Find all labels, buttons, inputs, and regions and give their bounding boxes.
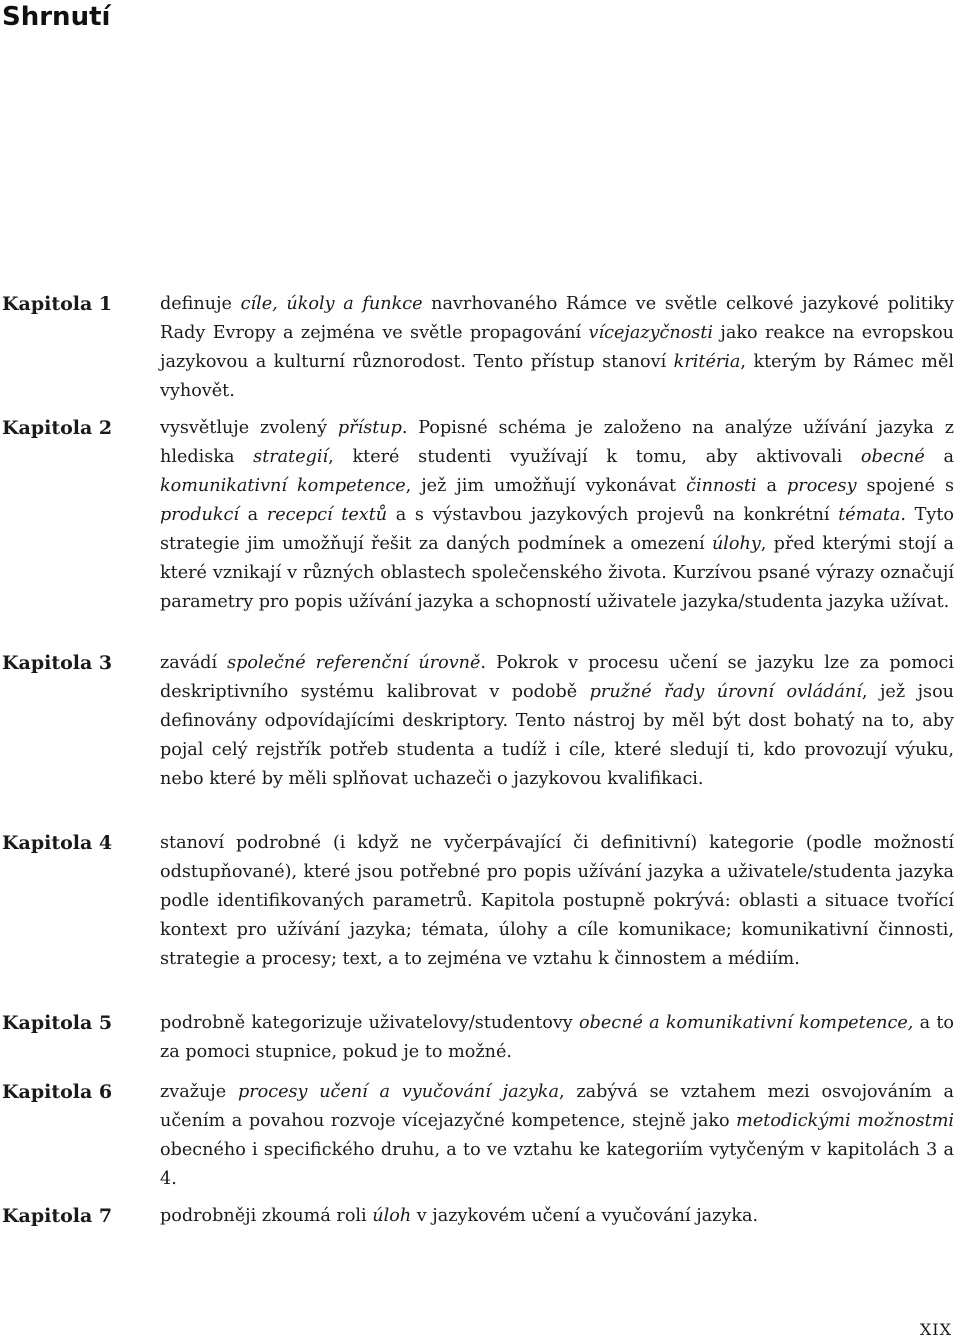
italic-term: obecné <box>860 447 925 467</box>
chapter-label: Kapitola 6 <box>2 1081 113 1103</box>
chapter-label: Kapitola 2 <box>2 417 113 439</box>
italic-term: komunikativní kompetence <box>160 476 406 496</box>
italic-term: přístup <box>337 418 402 438</box>
text-run: podrobněji zkoumá roli <box>160 1206 373 1226</box>
italic-term: kritéria <box>673 352 741 372</box>
text-run: . Tyto strategie jim umožňují řešit za daných podmínek a omezení <box>160 505 954 554</box>
text-run: a <box>239 505 267 525</box>
text-run: a to za pomoci stupnice, pokud je to možné. <box>160 1013 954 1062</box>
italic-term: vícejazyčnosti <box>588 323 714 343</box>
text-run: v jazykovém učení a vyučování jazyka. <box>411 1206 759 1226</box>
chapter-description <box>160 1078 954 1194</box>
chapter-description <box>160 1202 954 1231</box>
text-run: , zabývá se vztahem mezi osvojováním a učením a povahou rozvoje vícejazyčné kompetence, stejně jako <box>160 1082 954 1131</box>
italic-term: pružné řady úrovní ovládání <box>589 682 862 702</box>
chapter-description <box>160 829 954 974</box>
italic-term: činnosti <box>686 476 757 496</box>
text-run: , jež jsou definovány odpovídajícími deskriptory. Tento nástroj by měl být dost bohatý na to, aby pojal celý rejstřík potřeb studenta a tudíž i cíle, které sledují ti, kdo provozují výuku, nebo které by měli splňovat uchazeči o jazykovou kvalifikaci. <box>160 682 954 789</box>
italic-term: témata <box>838 505 901 525</box>
italic-term: obecné a komunikativní kompetence, <box>579 1013 914 1033</box>
text-run: definuje <box>160 294 241 314</box>
chapter-label: Kapitola 5 <box>2 1012 113 1034</box>
text-run: a <box>924 447 955 467</box>
page-title: Shrnutí <box>2 2 111 32</box>
text-run: , které studenti využívají k tomu, aby aktivovali <box>328 447 861 467</box>
chapter-label: Kapitola 3 <box>2 652 113 674</box>
text-run: , před kterými stojí a které vznikají v různých oblastech společenského života. Kurzívou psané výrazy označují parametry pro popis užívání jazyka a schopností uživatele jazyka/studenta jazyka užívat. <box>160 534 954 612</box>
chapter-description <box>160 1009 954 1067</box>
chapter-label: Kapitola 4 <box>2 832 113 854</box>
italic-term: strategií <box>253 447 329 467</box>
chapter-description <box>160 649 954 794</box>
text-run: jako reakce na evropskou jazykovou a kulturní různorodost. Tento přístup stanoví <box>160 323 954 372</box>
italic-term: úlohy <box>711 534 761 554</box>
text-run: stanoví podrobné (i když ne vyčerpávající či definitivní) kategorie (podle možností odstupňované), které jsou potřebné pro popis užívání jazyka a uživatele/studenta jazyka podle identifikovaných parametrů. Kapitola postupně pokrývá: oblasti a situace tvořící kontext pro užívání jazyka; témata, úlohy a cíle komunikace; komunikativní činnosti, strategie a procesy; text, a to zejména ve vztahu k činnostem a médiím. <box>160 833 954 969</box>
italic-term: cíle, úkoly a funkce <box>240 294 423 314</box>
chapter-label: Kapitola 7 <box>2 1205 113 1227</box>
text-run: vysvětluje zvolený <box>160 418 338 438</box>
text-run: , kterým by Rámec měl vyhovět. <box>160 352 954 401</box>
text-run: , jež jim umožňují vykonávat <box>405 476 687 496</box>
text-run: . Popisné schéma je založeno na analýze užívání jazyka z hlediska <box>160 418 954 467</box>
text-run: podrobně kategorizuje uživatelovy/studentovy <box>160 1013 579 1033</box>
text-run: zavádí <box>160 653 228 673</box>
italic-term: procesy učení a vyučování jazyka <box>237 1082 559 1102</box>
italic-term: procesy <box>787 476 857 496</box>
chapter-description <box>160 414 954 617</box>
chapter-description <box>160 290 954 406</box>
italic-term: produkcí <box>160 505 240 525</box>
text-run: spojené s <box>856 476 954 496</box>
italic-term: metodickými možnostmi <box>736 1111 954 1131</box>
italic-term: recepcí textů <box>266 505 388 525</box>
text-run: obecného i specifického druhu, a to ve vztahu ke kategoriím vytyčeným v kapitolách 3 a 4. <box>160 1140 954 1189</box>
text-run: a <box>756 476 788 496</box>
italic-term: úloh <box>372 1206 412 1226</box>
chapter-label: Kapitola 1 <box>2 293 113 315</box>
text-run: . Pokrok v procesu učení se jazyku lze za pomoci deskriptivního systému kalibrovat v podobě <box>160 653 954 702</box>
italic-term: společné referenční úrovně <box>227 653 481 673</box>
text-run: zvažuje <box>160 1082 238 1102</box>
text-run: a s výstavbou jazykových projevů na konkrétní <box>387 505 839 525</box>
page-number: XIX <box>919 1320 952 1339</box>
text-run: navrhovaného Rámce ve světle celkové jazykové politiky Rady Evropy a zejména ve světle propagování <box>160 294 954 343</box>
